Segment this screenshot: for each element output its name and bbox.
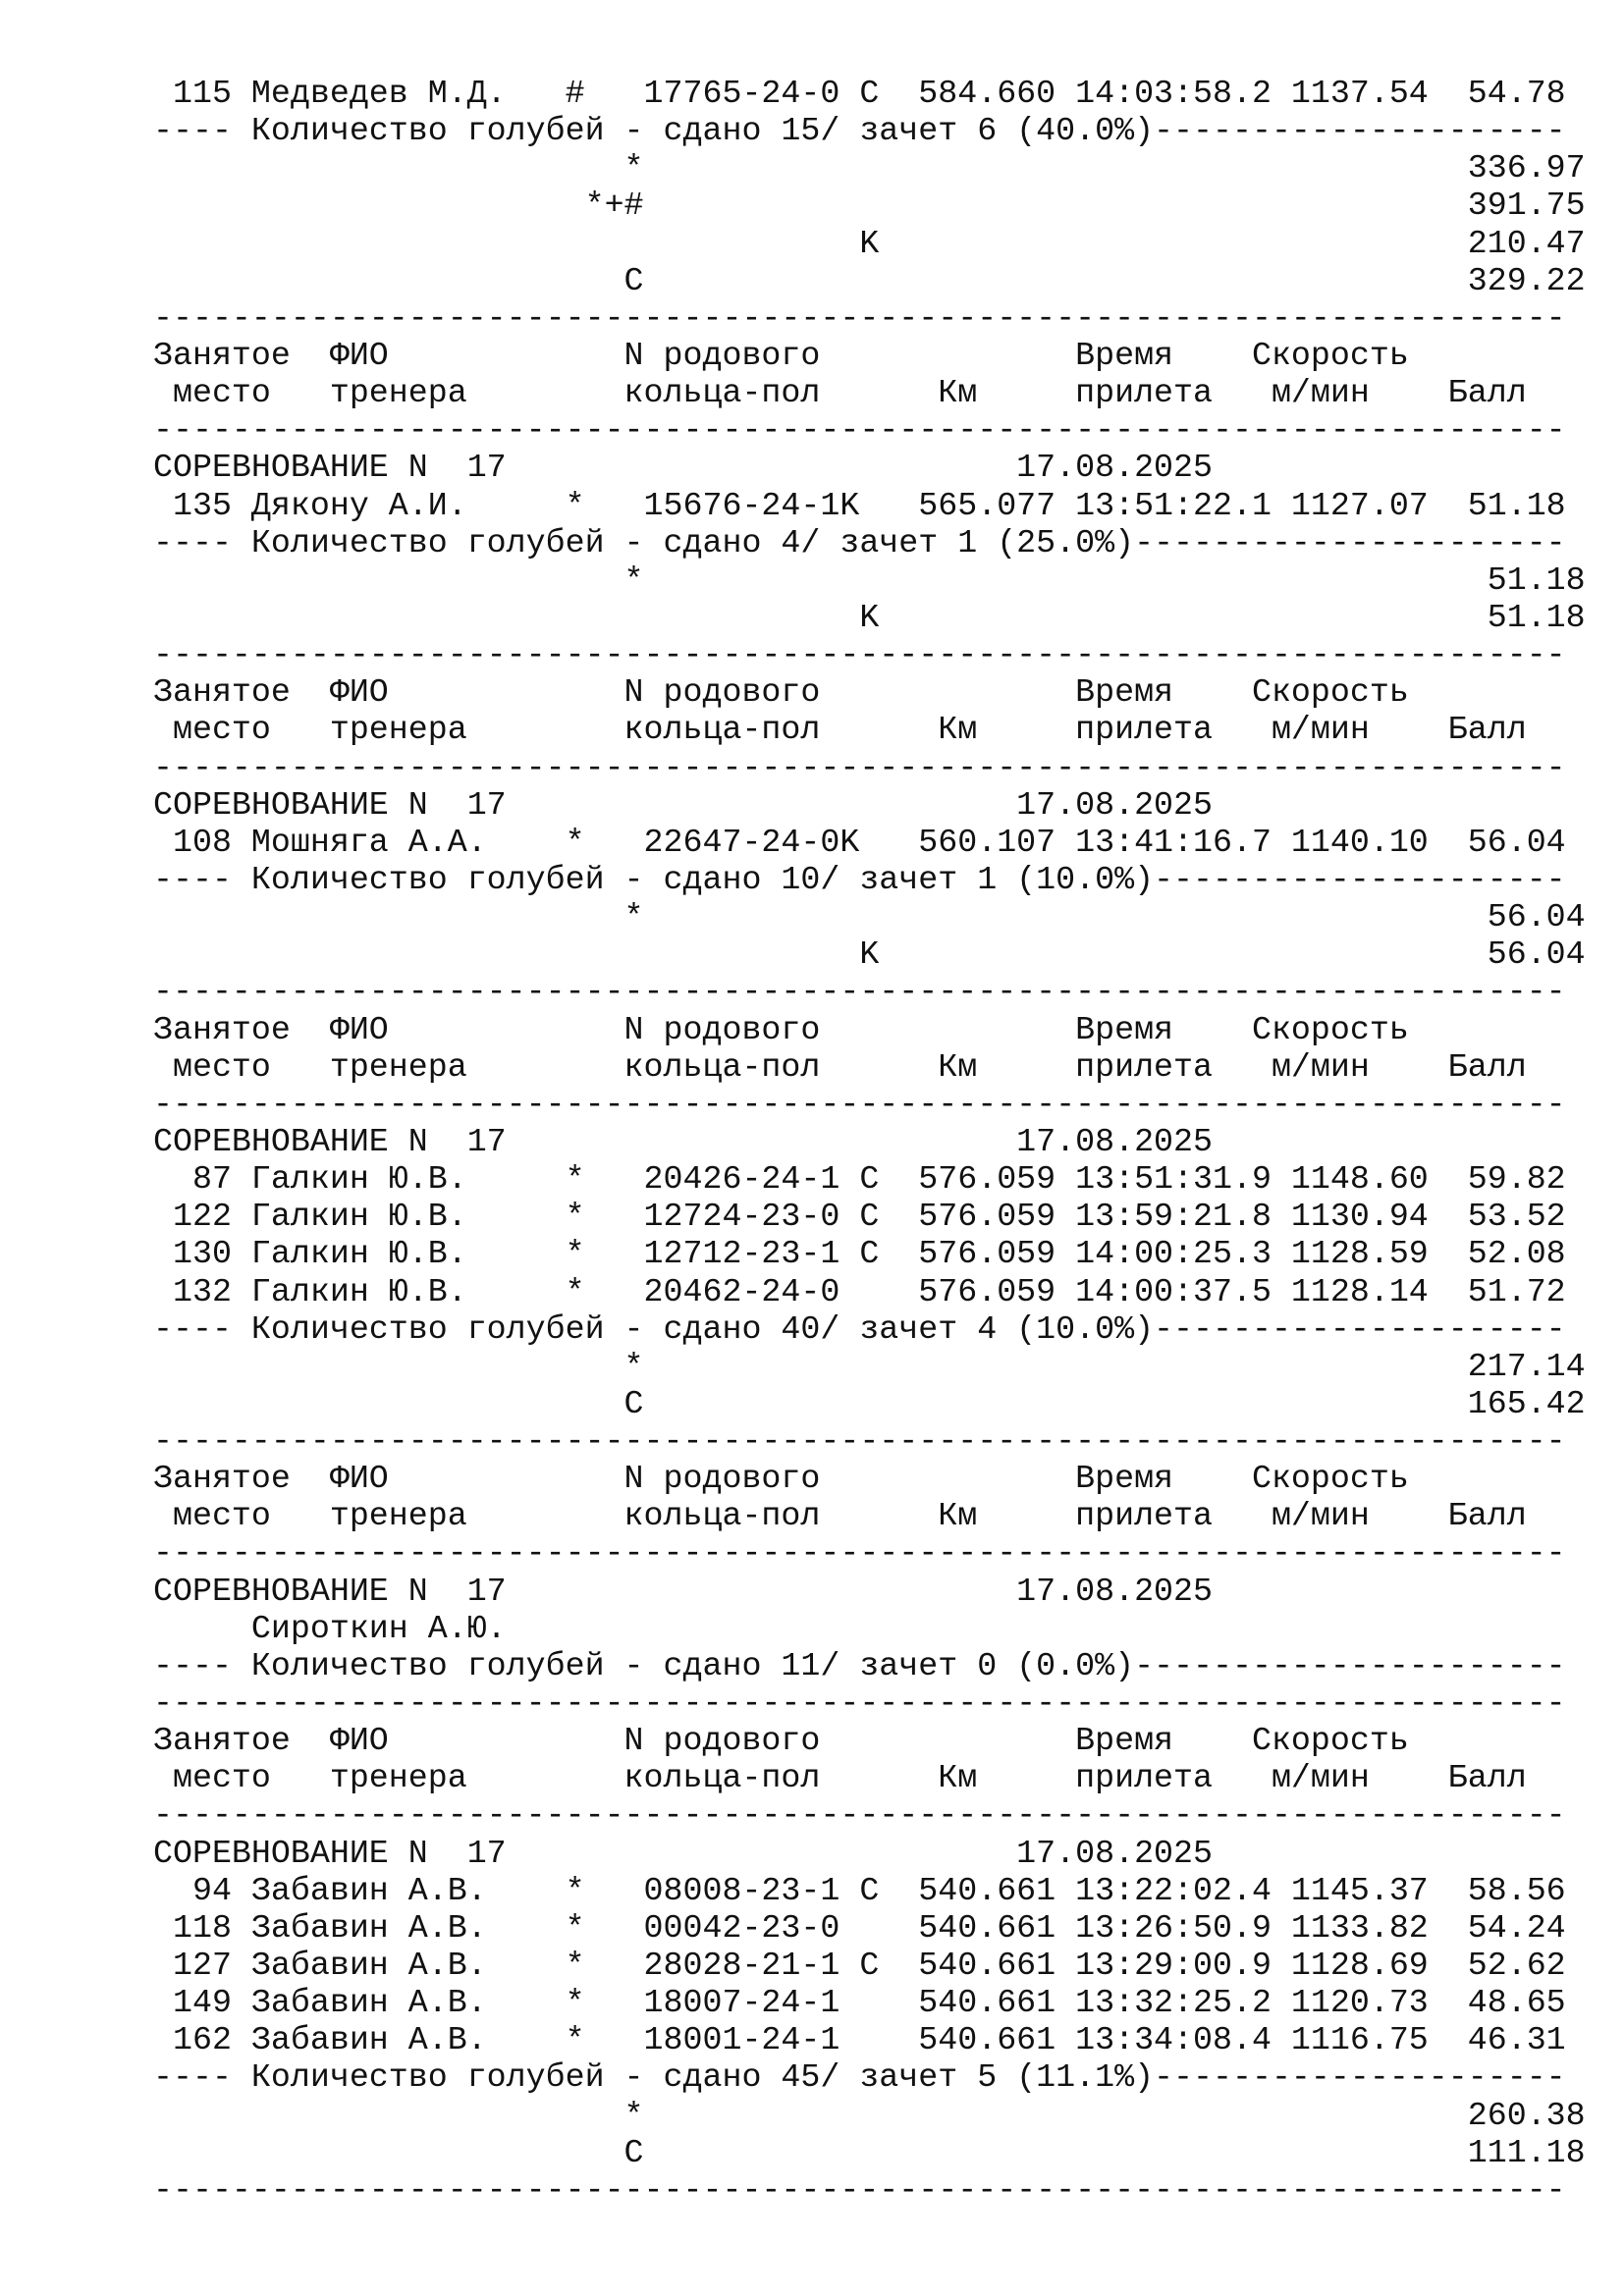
column-header: место тренера кольца-пол Км прилета м/мин Балл <box>153 374 1527 412</box>
column-header: место тренера кольца-пол Км прилета м/мин Балл <box>153 1497 1527 1535</box>
subtotal-line: C 165.42 <box>153 1384 1586 1422</box>
result-row: 94 Забавин А.В. * 08008-23-1 C 540.661 13:22:02.4 1145.37 58.56 <box>153 1871 1566 1909</box>
result-row: 162 Забавин А.В. * 18001-24-1 540.661 13:34:08.4 1116.75 46.31 <box>153 2021 1566 2059</box>
column-header: место тренера кольца-пол Км прилета м/мин Балл <box>153 711 1527 749</box>
result-row: 118 Забавин А.В. * 00042-23-0 540.661 13:26:50.9 1133.82 54.24 <box>153 1908 1566 1947</box>
subtotal-line: * 51.18 <box>153 561 1586 599</box>
pigeon-count-line: ---- Количество голубей - сдано 40/ зачет 4 (10.0%)--------------------- <box>153 1309 1566 1348</box>
subtotal-line: *+# 391.75 <box>153 187 1586 225</box>
subtotal-line: K 51.18 <box>153 598 1586 636</box>
pigeon-count-line: ---- Количество голубей - сдано 15/ зачет 6 (40.0%)--------------------- <box>153 112 1566 150</box>
result-row: 149 Забавин А.В. * 18007-24-1 540.661 13:32:25.2 1120.73 48.65 <box>153 1984 1566 2022</box>
pigeon-count-line: ---- Количество голубей - сдано 10/ зачет 1 (10.0%)--------------------- <box>153 860 1566 898</box>
separator-line: ------------------------------------------------------------------------ <box>153 748 1566 786</box>
subtotal-line: K 56.04 <box>153 935 1586 974</box>
result-row: 132 Галкин Ю.В. * 20462-24-0 576.059 14:00:37.5 1128.14 51.72 <box>153 1272 1566 1310</box>
separator-line: ------------------------------------------------------------------------ <box>153 1796 1566 1835</box>
separator-line: ------------------------------------------------------------------------ <box>153 2170 1566 2209</box>
pigeon-count-line: ---- Количество голубей - сдано 45/ зачет 5 (11.1%)--------------------- <box>153 2058 1566 2097</box>
result-row: 115 Медведев М.Д. # 17765-24-0 C 584.660 14:03:58.2 1137.54 54.78 <box>153 75 1566 112</box>
subtotal-line: K 210.47 <box>153 224 1586 262</box>
competition-header: СОРЕВНОВАНИЕ N 17 17.08.2025 <box>153 1834 1213 1872</box>
pigeon-count-line: ---- Количество голубей - сдано 11/ зачет 0 (0.0%)---------------------- <box>153 1646 1566 1684</box>
result-row: 135 Дякону А.И. * 15676-24-1K 565.077 13:51:22.1 1127.07 51.18 <box>153 486 1566 524</box>
result-row: 108 Мошняга А.А. * 22647-24-0K 560.107 13:41:16.7 1140.10 56.04 <box>153 823 1566 861</box>
result-row: Сироткин А.Ю. <box>153 1609 507 1647</box>
subtotal-line: C 111.18 <box>153 2133 1586 2171</box>
pigeon-count-line: ---- Количество голубей - сдано 4/ зачет 1 (25.0%)---------------------- <box>153 523 1566 561</box>
subtotal-line: C 329.22 <box>153 261 1586 299</box>
competition-header: СОРЕВНОВАНИЕ N 17 17.08.2025 <box>153 449 1213 487</box>
separator-line: ------------------------------------------------------------------------ <box>153 298 1566 337</box>
column-header: Занятое ФИО N родового Время Скорость <box>153 673 1409 712</box>
competition-header: СОРЕВНОВАНИЕ N 17 17.08.2025 <box>153 1572 1213 1610</box>
column-header: место тренера кольца-пол Км прилета м/мин Балл <box>153 1759 1527 1797</box>
subtotal-line: * 260.38 <box>153 2096 1586 2134</box>
result-row: 122 Галкин Ю.В. * 12724-23-0 C 576.059 13:59:21.8 1130.94 53.52 <box>153 1198 1566 1236</box>
separator-line: ------------------------------------------------------------------------ <box>153 1085 1566 1123</box>
column-header: место тренера кольца-пол Км прилета м/мин Балл <box>153 1047 1527 1086</box>
subtotal-line: * 56.04 <box>153 898 1586 936</box>
result-row: 127 Забавин А.В. * 28028-21-1 C 540.661 13:29:00.9 1128.69 52.62 <box>153 1947 1566 1985</box>
subtotal-line: * 217.14 <box>153 1347 1586 1385</box>
separator-line: ------------------------------------------------------------------------ <box>153 1534 1566 1573</box>
result-row: 87 Галкин Ю.В. * 20426-24-1 C 576.059 13:51:31.9 1148.60 59.82 <box>153 1160 1566 1199</box>
competition-header: СОРЕВНОВАНИЕ N 17 17.08.2025 <box>153 785 1213 824</box>
column-header: Занятое ФИО N родового Время Скорость <box>153 1460 1409 1498</box>
column-header: Занятое ФИО N родового Время Скорость <box>153 336 1409 374</box>
result-row: 130 Галкин Ю.В. * 12712-23-1 C 576.059 14:00:25.3 1128.59 52.08 <box>153 1235 1566 1273</box>
separator-line: ------------------------------------------------------------------------ <box>153 411 1566 450</box>
column-header: Занятое ФИО N родового Время Скорость <box>153 1722 1409 1760</box>
competition-header: СОРЕВНОВАНИЕ N 17 17.08.2025 <box>153 1122 1213 1160</box>
subtotal-line: * 336.97 <box>153 149 1586 187</box>
separator-line: ------------------------------------------------------------------------ <box>153 973 1566 1011</box>
separator-line: ------------------------------------------------------------------------ <box>153 636 1566 674</box>
separator-line: ------------------------------------------------------------------------ <box>153 1684 1566 1723</box>
separator-line: ------------------------------------------------------------------------ <box>153 1422 1566 1461</box>
column-header: Занятое ФИО N родового Время Скорость <box>153 1010 1409 1048</box>
results-printout <box>153 75 1587 2209</box>
